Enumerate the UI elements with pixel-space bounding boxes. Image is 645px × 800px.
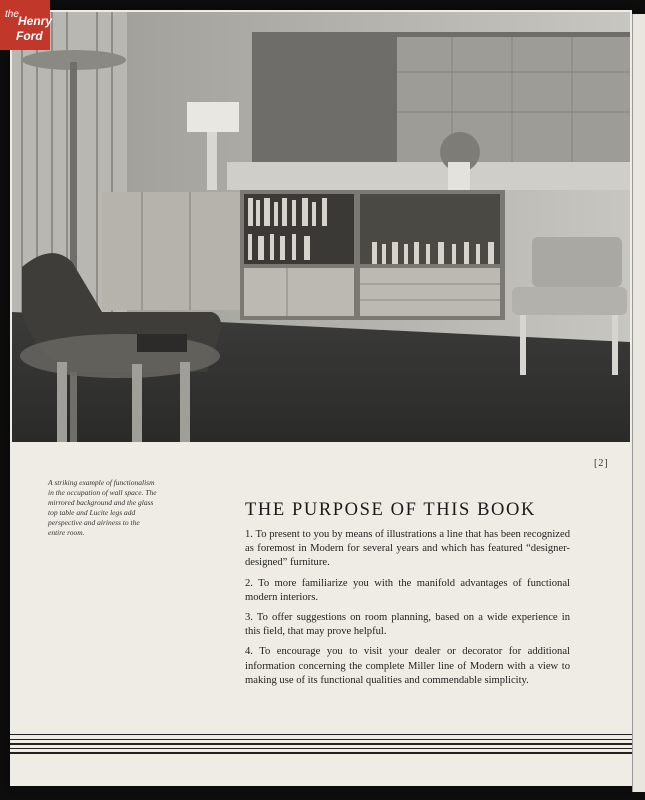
purpose-list — [245, 528, 570, 694]
page-title: THE PURPOSE OF THIS BOOK — [245, 500, 536, 520]
purpose-item-1: 1. To present to you by means of illustrations a line that has been recognized as foremost in Modern for several years and which has featured “designer-designed” furniture. — [245, 529, 570, 569]
logo-henry: Henry — [18, 14, 53, 28]
purpose-item-2: 2. To more familiarize you with the manifold advantages of functional modern interiors. — [245, 577, 570, 603]
henry-ford-logo[interactable] — [0, 0, 53, 50]
room-photograph — [12, 12, 630, 442]
purpose-item-4: 4. To encourage you to visit your dealer or decorator for additional information concerning the complete Miller line of Modern with a view to making use of its functional qualities and commendable simplicity. — [245, 646, 570, 686]
logo-the: the — [5, 9, 19, 20]
logo-ford: Ford — [16, 29, 43, 43]
room-photo-illustration — [12, 12, 630, 442]
page-number: [2] — [594, 458, 609, 469]
purpose-item-3: 3. To offer suggestions on room planning, based on a wide experience in this field, that may prove helpful. — [245, 612, 570, 638]
decorative-rules — [10, 734, 632, 757]
next-page-edge — [632, 14, 645, 792]
photo-caption: A striking example of functionalism in the occupation of wall space. The mirrored background and the glass top table and Lucite legs add perspective and airiness to the entire room. — [48, 478, 157, 537]
book-page — [10, 10, 632, 786]
